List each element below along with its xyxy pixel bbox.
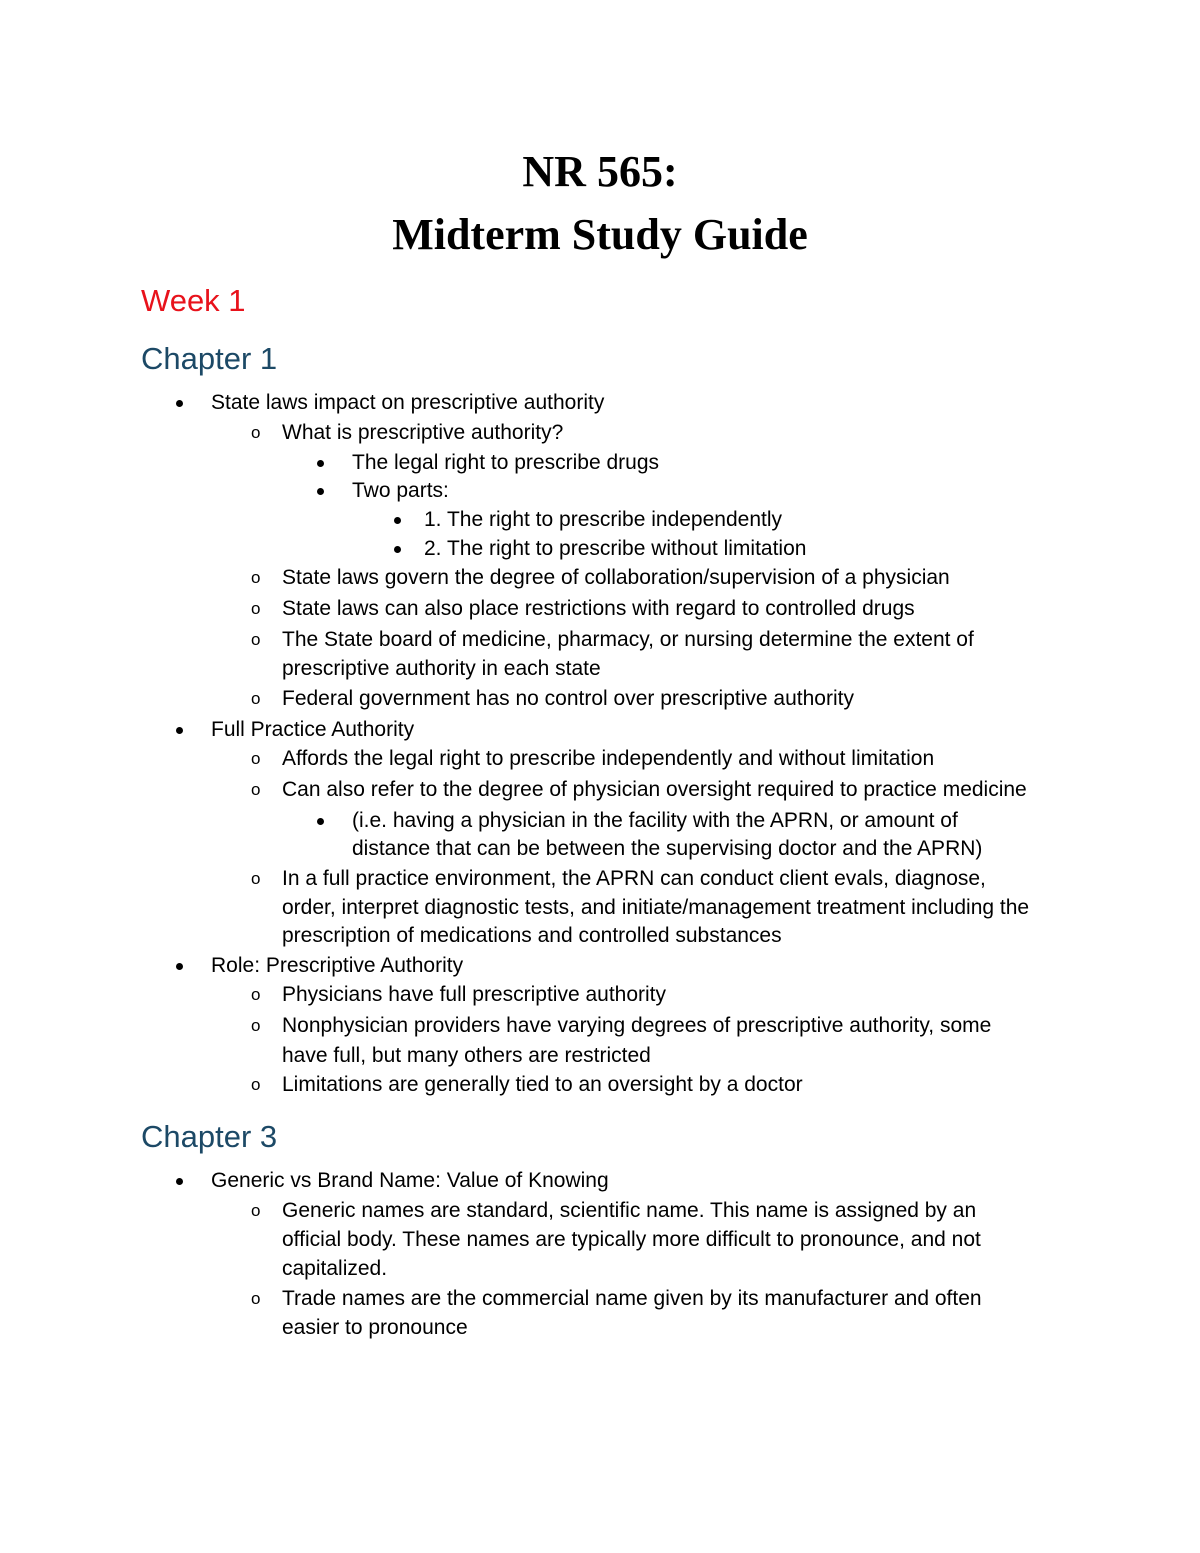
bullet-circle-icon: o	[251, 869, 261, 888]
bullet-circle-icon: o	[251, 599, 261, 618]
list-item: The legal right to prescribe drugs	[352, 451, 659, 474]
list-item-continuation: prescription of medications and controlled substances	[282, 924, 782, 947]
list-item: Affords the legal right to prescribe independently and without limitation	[282, 747, 935, 770]
bullet-dot-icon	[317, 460, 324, 467]
list-item-continuation: prescriptive authority in each state	[282, 657, 601, 680]
document-title-course: NR 565:	[522, 147, 678, 196]
bullet-circle-icon: o	[251, 1075, 261, 1094]
list-item: Full Practice Authority	[211, 718, 415, 741]
list-item: The State board of medicine, pharmacy, or nursing determine the extent of	[282, 628, 974, 651]
list-item: 2. The right to prescribe without limitation	[424, 537, 807, 560]
list-item: State laws can also place restrictions with regard to controlled drugs	[282, 597, 915, 620]
list-item-continuation: easier to pronounce	[282, 1316, 468, 1339]
week-heading: Week 1	[141, 283, 246, 318]
list-item-continuation: order, interpret diagnostic tests, and initiate/management treatment including the	[282, 896, 1030, 919]
list-item-continuation: have full, but many others are restricted	[282, 1044, 651, 1067]
document-title-subtitle: Midterm Study Guide	[392, 210, 808, 259]
chapter-1-heading: Chapter 1	[141, 341, 278, 376]
list-item: Role: Prescriptive Authority	[211, 954, 464, 977]
bullet-circle-icon: o	[251, 780, 261, 799]
list-item: Physicians have full prescriptive authority	[282, 983, 667, 1006]
list-item: Generic vs Brand Name: Value of Knowing	[211, 1169, 609, 1192]
bullet-dot-icon	[394, 546, 401, 553]
list-item: (i.e. having a physician in the facility with the APRN, or amount of	[352, 809, 958, 832]
list-item: Trade names are the commercial name given by its manufacturer and often	[282, 1287, 982, 1310]
list-item: What is prescriptive authority?	[282, 421, 564, 444]
bullet-dot-icon	[176, 400, 183, 407]
list-item: Two parts:	[352, 479, 449, 502]
list-item: Limitations are generally tied to an oversight by a doctor	[282, 1073, 803, 1096]
bullet-circle-icon: o	[251, 1201, 261, 1220]
list-item: Nonphysician providers have varying degrees of prescriptive authority, some	[282, 1014, 992, 1037]
bullet-circle-icon: o	[251, 568, 261, 587]
list-item: State laws govern the degree of collaboration/supervision of a physician	[282, 566, 950, 589]
bullet-circle-icon: o	[251, 1289, 261, 1308]
list-item: In a full practice environment, the APRN can conduct client evals, diagnose,	[282, 867, 986, 890]
bullet-dot-icon	[317, 818, 324, 825]
list-item: Can also refer to the degree of physician oversight required to practice medicine	[282, 778, 1027, 801]
bullet-circle-icon: o	[251, 1016, 261, 1035]
bullet-dot-icon	[176, 727, 183, 734]
bullet-dot-icon	[317, 488, 324, 495]
list-item-continuation: official body. These names are typically more difficult to pronounce, and not	[282, 1228, 981, 1251]
bullet-circle-icon: o	[251, 630, 261, 649]
list-item-continuation: distance that can be between the supervising doctor and the APRN)	[352, 837, 983, 860]
list-item: 1. The right to prescribe independently	[424, 508, 783, 531]
bullet-dot-icon	[176, 1178, 183, 1185]
bullet-circle-icon: o	[251, 749, 261, 768]
bullet-dot-icon	[176, 963, 183, 970]
bullet-circle-icon: o	[251, 423, 261, 442]
list-item: Generic names are standard, scientific name. This name is assigned by an	[282, 1199, 977, 1222]
list-item-continuation: capitalized.	[282, 1257, 388, 1280]
bullet-circle-icon: o	[251, 985, 261, 1004]
bullet-dot-icon	[394, 517, 401, 524]
list-item: State laws impact on prescriptive authority	[211, 391, 605, 414]
list-item: Federal government has no control over prescriptive authority	[282, 687, 854, 710]
bullet-circle-icon: o	[251, 689, 261, 708]
chapter-3-heading: Chapter 3	[141, 1119, 278, 1154]
